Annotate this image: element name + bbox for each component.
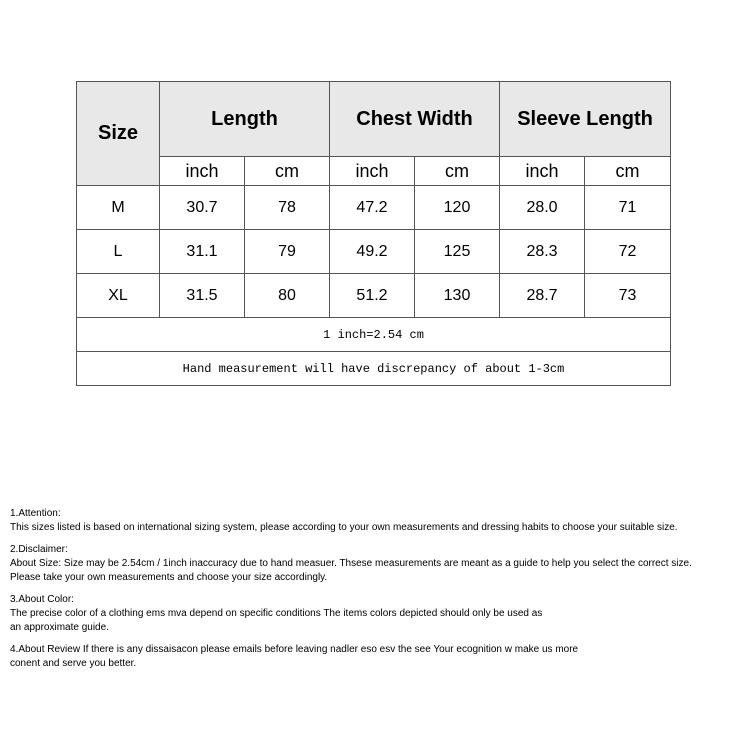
note-line: The precise color of a clothing ems mva depend on specific conditions The items colors depicted should only be used as [10, 608, 543, 619]
discrepancy-note: Hand measurement will have discrepancy of about 1-3cm [77, 352, 671, 386]
notes-section [10, 507, 748, 679]
size-cell: L [77, 230, 160, 274]
length-cm-cell: 78 [245, 186, 330, 230]
header-row [77, 82, 671, 157]
sleeve-inch-cell: 28.3 [500, 230, 585, 274]
discrepancy-row [77, 352, 671, 386]
conversion-note: 1 inch=2.54 cm [77, 318, 671, 352]
length-inch-cell: 31.5 [160, 274, 245, 318]
sleeve-cm-cell: 72 [585, 230, 671, 274]
sleeve-length-header: Sleeve Length [500, 82, 671, 157]
conversion-row [77, 318, 671, 352]
unit-row [77, 157, 671, 186]
sleeve-inch-header: inch [500, 157, 585, 186]
table-row [77, 230, 671, 274]
attention-note [10, 507, 748, 535]
note-line: Please take your own measurements and choose your size accordingly. [10, 572, 328, 583]
sleeve-inch-cell: 28.7 [500, 274, 585, 318]
note-line: This sizes listed is based on international sizing system, please according to your own measurements and dressing habits to choose your suitable size. [10, 522, 678, 533]
table-row [77, 274, 671, 318]
chest-cm-cell: 120 [415, 186, 500, 230]
length-inch-cell: 30.7 [160, 186, 245, 230]
length-cm-cell: 80 [245, 274, 330, 318]
note-line: About Size: Size may be 2.54cm / 1inch inaccuracy due to hand measuer. Thsese measurements are meant as a guide to help you select the correct size. [10, 558, 692, 569]
chest-inch-cell: 49.2 [330, 230, 415, 274]
sleeve-inch-cell: 28.0 [500, 186, 585, 230]
color-note [10, 593, 748, 635]
note-line: 1.Attention: [10, 508, 61, 519]
length-cm-cell: 79 [245, 230, 330, 274]
size-chart-table [76, 81, 671, 386]
size-cell: M [77, 186, 160, 230]
length-inch-cell: 31.1 [160, 230, 245, 274]
length-inch-header: inch [160, 157, 245, 186]
chest-cm-cell: 130 [415, 274, 500, 318]
size-cell: XL [77, 274, 160, 318]
sleeve-cm-header: cm [585, 157, 671, 186]
disclaimer-note [10, 543, 748, 585]
chest-cm-cell: 125 [415, 230, 500, 274]
note-line: an approximate guide. [10, 622, 109, 633]
note-line: conent and serve you better. [10, 658, 137, 669]
chest-width-header: Chest Width [330, 82, 500, 157]
chest-inch-cell: 47.2 [330, 186, 415, 230]
review-note [10, 643, 748, 671]
note-line: 2.Disclaimer: [10, 544, 68, 555]
sleeve-cm-cell: 71 [585, 186, 671, 230]
note-line: 4.About Review If there is any dissaisacon please emails before leaving nadler eso esv the see Your ecognition w make us more [10, 644, 579, 655]
table-row [77, 186, 671, 230]
length-header: Length [160, 82, 330, 157]
chest-inch-header: inch [330, 157, 415, 186]
size-header: Size [77, 82, 160, 186]
sleeve-cm-cell: 73 [585, 274, 671, 318]
length-cm-header: cm [245, 157, 330, 186]
chest-inch-cell: 51.2 [330, 274, 415, 318]
chest-cm-header: cm [415, 157, 500, 186]
note-line: 3.About Color: [10, 594, 74, 605]
